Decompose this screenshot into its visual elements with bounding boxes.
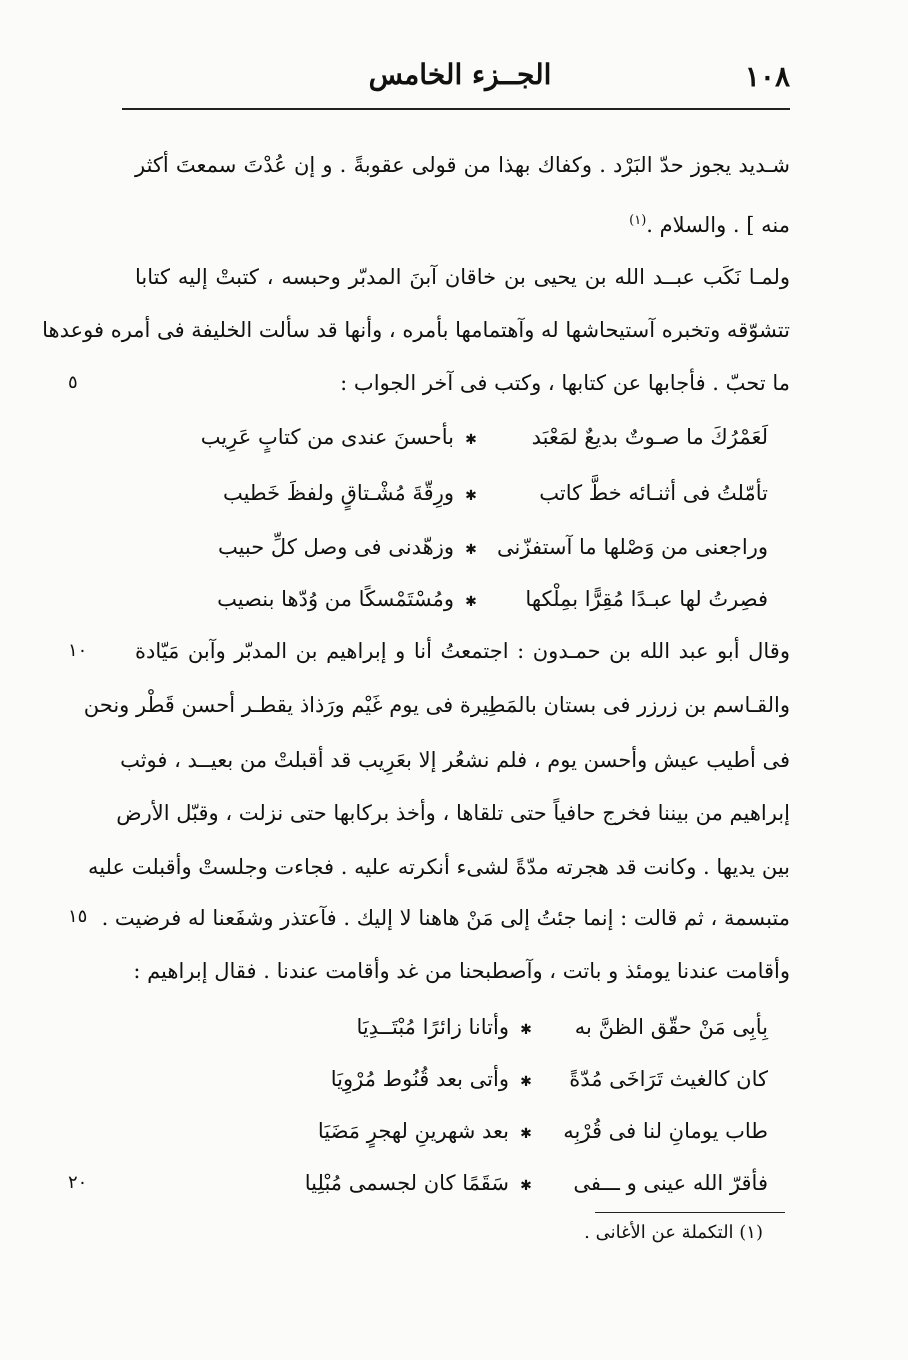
verse-hemistich: وأتانا زائرًا مُبْتَــدِيَا: [356, 1015, 509, 1039]
verse-separator: ✱: [520, 1074, 532, 1090]
footnote-reference: (١): [629, 213, 647, 228]
verse-hemistich: بعد شهرينِ لهجرٍ مَضَيَا: [317, 1119, 509, 1143]
verse-line: [305, 1168, 768, 1201]
verse-hemistich: طاب يومانِ لنا فى قُرْبِه: [563, 1119, 768, 1143]
text-line-content: منه ] . والسلام .: [646, 213, 790, 237]
verse-separator: ✱: [520, 1178, 532, 1194]
text-line: فى أطيب عيش وأحسن يوم ، فلم نشعُر إلا بعَرِيب قد أقبلتْ من بعيــد ، فوثب: [120, 748, 790, 772]
text-line: وقال أبو عبد الله بن حمـدون : اجتمعتُ أنا و إبراهيم بن المدبّر وآبن مَيّادة: [135, 639, 790, 663]
verse-hemistich: كان كالغيث تَرَاخَى مُدّةً: [569, 1067, 768, 1091]
footnote: (١) التكملة عن الأغانى .: [584, 1222, 763, 1243]
text-line: متبسمة ، ثم قالت : إنما جئتُ إلى مَنْ هاهنا لا إليك . فآعتذر وشفَعنا له فرضيت .: [101, 906, 790, 930]
text-line: إبراهيم من بيننا فخرج حافياً حتى تلقاها ، وأخذ بركابها حتى نزلت ، وقبّل الأرض: [116, 801, 790, 825]
verse-separator: ✱: [520, 1126, 532, 1142]
verse-hemistich: ومُسْتَمْسكًا من وُدّها بنصيب: [217, 587, 454, 611]
verse-line: [217, 584, 768, 617]
running-title: الجــزء الخامس: [368, 58, 552, 91]
verse-line: [223, 478, 768, 511]
verse-line: [331, 1064, 768, 1097]
verse-hemistich: وأتى بعد قُنُوط مُرْوِيَا: [330, 1067, 509, 1091]
text-line: وأقامت عندنا يومئذ و باتت ، وآصطبحنا من غد وأقامت عندنا . فقال إبراهيم :: [133, 959, 790, 983]
text-line: بين يديها . وكانت قد هجرته مدّةً لشىء أنكرته عليه . فجاءت وجلستْ وأقبلت عليه: [87, 855, 790, 879]
verse-hemistich: بِأبِى مَنْ حقّق الظنَّ به: [574, 1015, 768, 1039]
text-line: والقـاسم بن زرزر فى بستان بالمَطِيرة فى يوم غَيْم ورَذاذ يقطـر أحسن قَطْر ونحن: [83, 693, 790, 717]
verse-hemistich: لَعَمْرُكَ ما صـوتٌ بديعٌ لمَعْبَد: [531, 425, 768, 449]
verse-hemistich: بأحسنَ عندى من كتابٍ عَرِيب: [200, 425, 454, 449]
verse-separator: ✱: [465, 542, 477, 558]
verse-hemistich: وزهّدنى فى وصل كلِّ حبيب: [217, 535, 454, 559]
text-line: ما تحبّ . فأجابها عن كتابها ، وكتب فى آخر الجواب :: [340, 371, 790, 395]
verse-hemistich: فأقرّ الله عينى و ـــفى: [573, 1171, 768, 1195]
verse-hemistich: سَقَمًا كان لجسمى مُبْلِيا: [304, 1171, 509, 1195]
verse-hemistich: تأمّلتُ فى أثنـائه خطَّ كاتب: [539, 481, 768, 505]
text-line: [135, 206, 790, 240]
text-line: شـديد يجوز حدّ البَرْد . وكفاك بهذا من قولى عقوبةً . و إن عُدْتَ سمعتَ أكثر: [135, 153, 790, 177]
verse-separator: ✱: [465, 594, 477, 610]
line-number: ١٥: [68, 906, 88, 927]
verse-hemistich: وراجعنى من وَصْلها ما آستفزّنى: [497, 535, 768, 559]
text-line: تتشوّقه وتخبره آستيحاشها له وآهتمامها بأمره ، وأنها قد سألت الخليفة فى أمره فوعدها: [42, 318, 790, 342]
footnote-rule: [595, 1212, 785, 1213]
verse-line: [201, 422, 768, 455]
text-line: ولمـا نَكَب عبــد الله بن يحيى بن خاقان آبنَ المدبّر وحبسه ، كتبتْ إليه كتابا: [135, 265, 790, 289]
verse-line: [356, 1012, 768, 1045]
line-number: ٥: [68, 372, 78, 393]
header-rule: [122, 108, 790, 110]
line-number: ١٠: [68, 640, 88, 661]
page-number: ١٠٨: [744, 60, 790, 93]
verse-hemistich: فصِرتُ لها عبـدًا مُقِرًّا بمِلْكها: [525, 587, 768, 611]
verse-hemistich: ورِقّةَ مُشْـتاقٍ ولفظَ خَطيب: [222, 481, 454, 505]
verse-separator: ✱: [520, 1022, 532, 1038]
verse-separator: ✱: [465, 432, 477, 448]
verse-line: [218, 532, 768, 565]
verse-line: [318, 1116, 768, 1149]
line-number: ٢٠: [68, 1172, 88, 1193]
verse-separator: ✱: [465, 488, 477, 504]
